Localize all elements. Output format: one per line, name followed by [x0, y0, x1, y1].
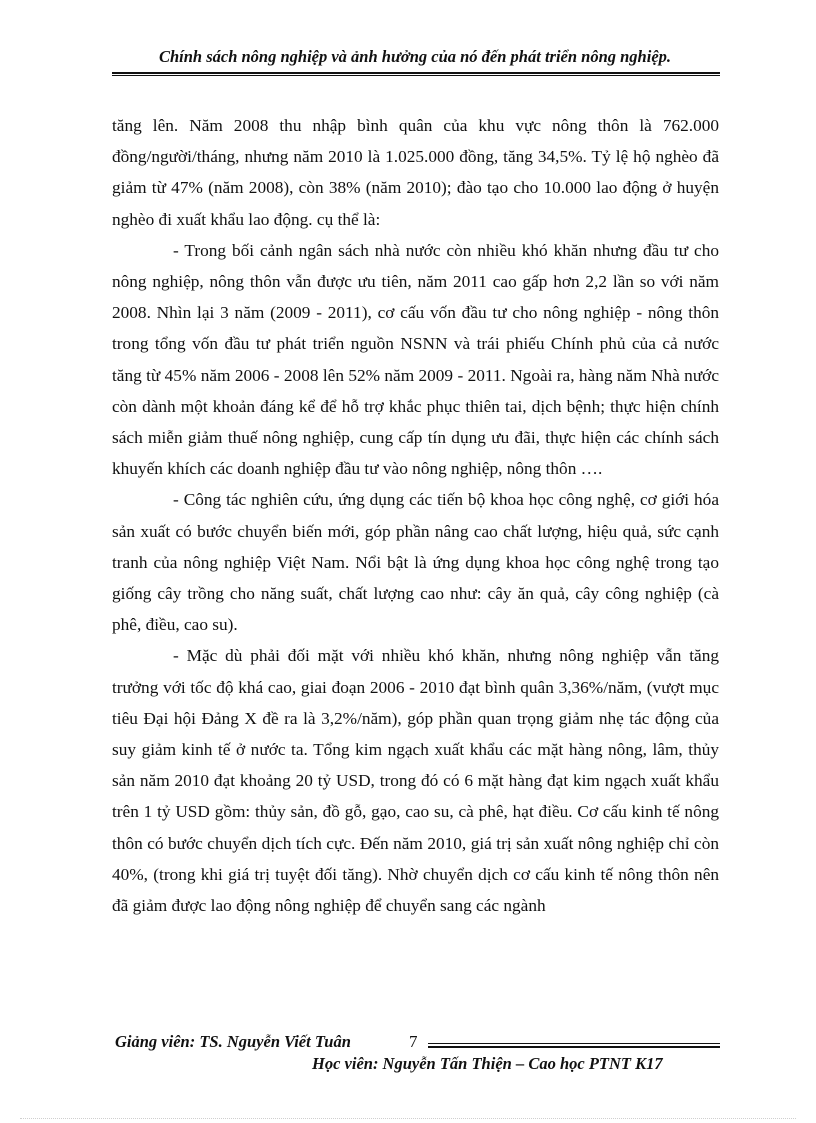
paragraph-growth-exports: - Mặc dù phải đối mặt với nhiều khó khăn, nhưng nông nghiệp vẫn tăng trưởng với tốc độ khá cao, giai đoạn 2006 - 2010 đạt bình quân 3,36%/năm, (vượt mục tiêu Đại hội Đảng X đề ra là 3,2%/năm), góp phần quan trọng giảm nhẹ tác động của suy giảm kinh tế ở nước ta. Tổng kim ngạch xuất khẩu các mặt hàng nông, lâm, thủy sản năm 2010 đạt khoảng 20 tỷ USD, trong đó có 6 mặt hàng đạt kim ngạch xuất khẩu trên 1 tỷ USD gồm: thủy sản, đồ gỗ, gạo, cao su, cà phê, hạt điều. Cơ cấu kinh tế nông thôn có bước chuyển dịch tích cực. Đến năm 2010, giá trị sản xuất nông nghiệp chỉ còn 40%, (trong khi giá trị tuyệt đối tăng). Nhờ chuyển dịch cơ cấu kinh tế nông thôn nên đã giảm được lao động nông nghiệp để chuyển sang các ngành — [112, 646, 719, 916]
footer-divider — [428, 1043, 720, 1048]
footer-student: Học viên: Nguyễn Tấn Thiện – Cao học PTNT K17 — [312, 1054, 663, 1073]
page-bottom-edge — [20, 1118, 796, 1119]
page-number: 7 — [409, 1032, 418, 1051]
header-divider — [112, 72, 720, 76]
document-body — [112, 110, 719, 921]
paragraph-income-poverty: tăng lên. Năm 2008 thu nhập bình quân của khu vực nông thôn là 762.000 đồng/người/tháng, nhưng năm 2010 là 1.025.000 đồng, tăng 34,5%. Tỷ lệ hộ nghèo đã giảm từ 47% (năm 2008), còn 38% (năm 2010); đào tạo cho 10.000 lao động ở huyện nghèo đi xuất khẩu lao động. cụ thể là: — [112, 116, 719, 229]
footer-instructor: Giảng viên: TS. Nguyễn Viết Tuân — [115, 1032, 351, 1051]
paragraph-investment: - Trong bối cảnh ngân sách nhà nước còn nhiều khó khăn nhưng đầu tư cho nông nghiệp, nông thôn vẫn được ưu tiên, năm 2011 cao gấp hơn 2,2 lần so với năm 2008. Nhìn lại 3 năm (2009 - 2011), cơ cấu vốn đầu tư cho nông nghiệp - nông thôn trong tổng vốn đầu tư phát triển nguồn NSNN và trái phiếu Chính phủ của cả nước tăng từ 45% năm 2006 - 2008 lên 52% năm 2009 - 2011. Ngoài ra, hàng năm Nhà nước còn dành một khoản đáng kể để hỗ trợ khắc phục thiên tai, dịch bệnh; thực hiện chính sách miễn giảm thuế nông nghiệp, cung cấp tín dụng ưu đãi, thực hiện các chính sách khuyến khích các doanh nghiệp đầu tư vào nông nghiệp, nông thôn …. — [112, 240, 719, 479]
paragraph-science-technology: - Công tác nghiên cứu, ứng dụng các tiến bộ khoa học công nghệ, cơ giới hóa sản xuất có bước chuyển biến mới, góp phần nâng cao chất lượng, hiệu quả, sức cạnh tranh của nông nghiệp Việt Nam. Nổi bật là ứng dụng khoa học công nghệ trong tạo giống cây trồng cho năng suất, chất lượng cao như: cây ăn quả, cây công nghiệp (cà phê, điều, cao su). — [112, 490, 719, 635]
page-header-title: Chính sách nông nghiệp và ảnh hưởng của nó đến phát triển nông nghiệp. — [158, 47, 672, 66]
